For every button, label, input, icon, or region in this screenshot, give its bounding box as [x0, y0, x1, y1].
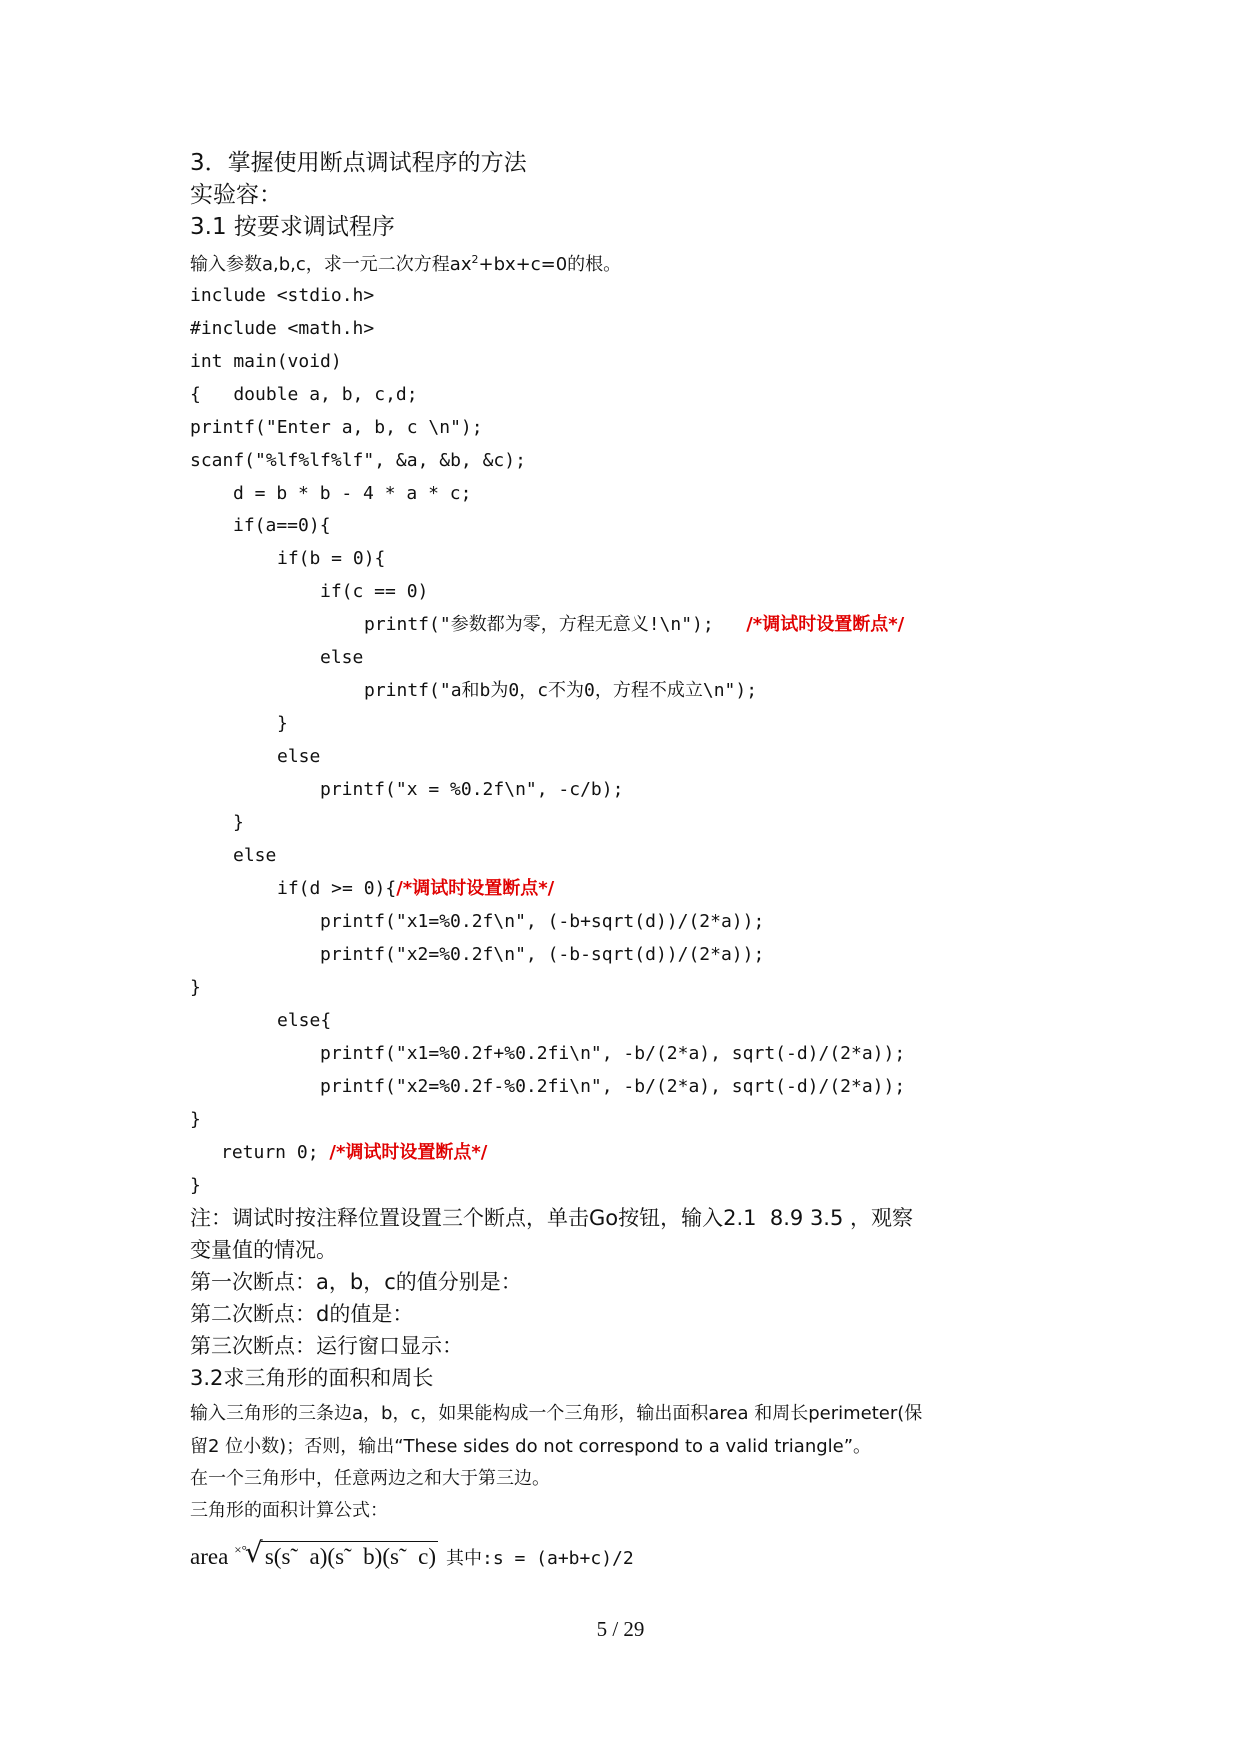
section-heading-3-1: 3.1 按要求调试程序	[190, 214, 395, 240]
code-line-14: }	[277, 713, 288, 734]
task2-line-4: 三角形的面积计算公式：	[190, 1500, 388, 1521]
note-line-4: 第二次断点：d的值是：	[190, 1302, 414, 1326]
code-line-28: }	[190, 1175, 201, 1196]
code-line-23: else{	[277, 1010, 332, 1031]
code-line-2: #include <math.h>	[190, 318, 375, 339]
code-line-11	[364, 616, 904, 634]
breakpoint-comment-3: /*调试时设置断点*/	[329, 1142, 488, 1163]
breakpoint-comment-2: /*调试时设置断点*/	[396, 878, 555, 899]
task2-line-2: 留2 位小数)；否则，输出“These sides do not correspond to a valid triangle”。	[190, 1436, 872, 1457]
code-line-3: int main(void)	[190, 351, 342, 372]
formula-mark: ×°	[234, 1542, 247, 1557]
task1-description	[190, 254, 621, 274]
code-line-25: printf("x2=%0.2f-%0.2fi\n", -b/(2*a), sqrt(-d)/(2*a));	[320, 1076, 906, 1097]
area-formula	[190, 1530, 634, 1570]
code-line-16: printf("x = %0.2f\n", -c/b);	[320, 779, 624, 800]
code-line-8: if(a==0){	[233, 515, 331, 536]
task1-desc-suffix: +bx+c=0的根。	[478, 254, 622, 275]
code-line-21: printf("x2=%0.2f\n", (-b-sqrt(d))/(2*a));	[320, 944, 765, 965]
code-line-4: { double a, b, c,d;	[190, 384, 418, 405]
code-line-10: if(c == 0)	[320, 581, 429, 602]
code-line-17: }	[233, 812, 244, 833]
page-number: 5 / 29	[596, 1617, 645, 1641]
note-line-2: 变量值的情况。	[190, 1238, 337, 1262]
code-line-19	[277, 880, 554, 898]
code-line-20: printf("x1=%0.2f\n", (-b+sqrt(d))/(2*a));	[320, 911, 765, 932]
note-line-1: 注：调试时按注释位置设置三个断点，单击Go按钮，输入2.1 8.9 3.5 ，观察	[190, 1206, 914, 1230]
code-line-11-text: printf("参数都为零，方程无意义!\n");	[364, 614, 747, 635]
code-line-24: printf("x1=%0.2f+%0.2fi\n", -b/(2*a), sqrt(-d)/(2*a));	[320, 1043, 906, 1064]
task2-line-3: 在一个三角形中，任意两边之和大于第三边。	[190, 1468, 550, 1489]
code-line-1: include <stdio.h>	[190, 285, 375, 306]
task2-line-1: 输入三角形的三条边a，b，c，如果能构成一个三角形，输出面积area 和周长perimeter(保	[190, 1403, 923, 1424]
task1-desc-sup: 2	[471, 253, 479, 266]
section-heading-3-2: 3.2求三角形的面积和周长	[190, 1366, 434, 1390]
formula-lhs: area	[190, 1544, 229, 1569]
content-heading: 实验容：	[190, 182, 282, 208]
breakpoint-comment-1: /*调试时设置断点*/	[746, 614, 905, 635]
code-line-18: else	[233, 845, 277, 866]
note-line-5: 第三次断点：运行窗口显示：	[190, 1334, 463, 1358]
code-line-13: printf("a和b为0，c不为0，方程不成立\n");	[364, 680, 758, 701]
code-line-27	[221, 1144, 487, 1162]
code-line-12: else	[320, 647, 364, 668]
code-line-27-text: return 0;	[221, 1142, 330, 1163]
note-line-3: 第一次断点：a，b，c的值分别是：	[190, 1270, 522, 1294]
formula-radical: √ s(s˜ a)(s˜ b)(s˜ c)	[261, 1541, 438, 1570]
code-line-22: }	[190, 977, 201, 998]
code-line-9: if(b = 0){	[277, 548, 386, 569]
section-heading-3: 3．掌握使用断点调试程序的方法	[190, 150, 527, 176]
task1-desc-prefix: 输入参数a,b,c，求一元二次方程ax	[190, 254, 472, 275]
code-line-6: scanf("%lf%lf%lf", &a, &b, &c);	[190, 450, 526, 471]
code-line-5: printf("Enter a, b, c \n");	[190, 417, 483, 438]
code-line-19-text: if(d >= 0){	[277, 878, 397, 899]
formula-rhs: 其中:s = (a+b+c)/2	[445, 1548, 634, 1569]
code-line-15: else	[277, 746, 321, 767]
code-line-7: d = b * b - 4 * a * c;	[233, 483, 472, 504]
code-line-26: }	[190, 1109, 201, 1130]
